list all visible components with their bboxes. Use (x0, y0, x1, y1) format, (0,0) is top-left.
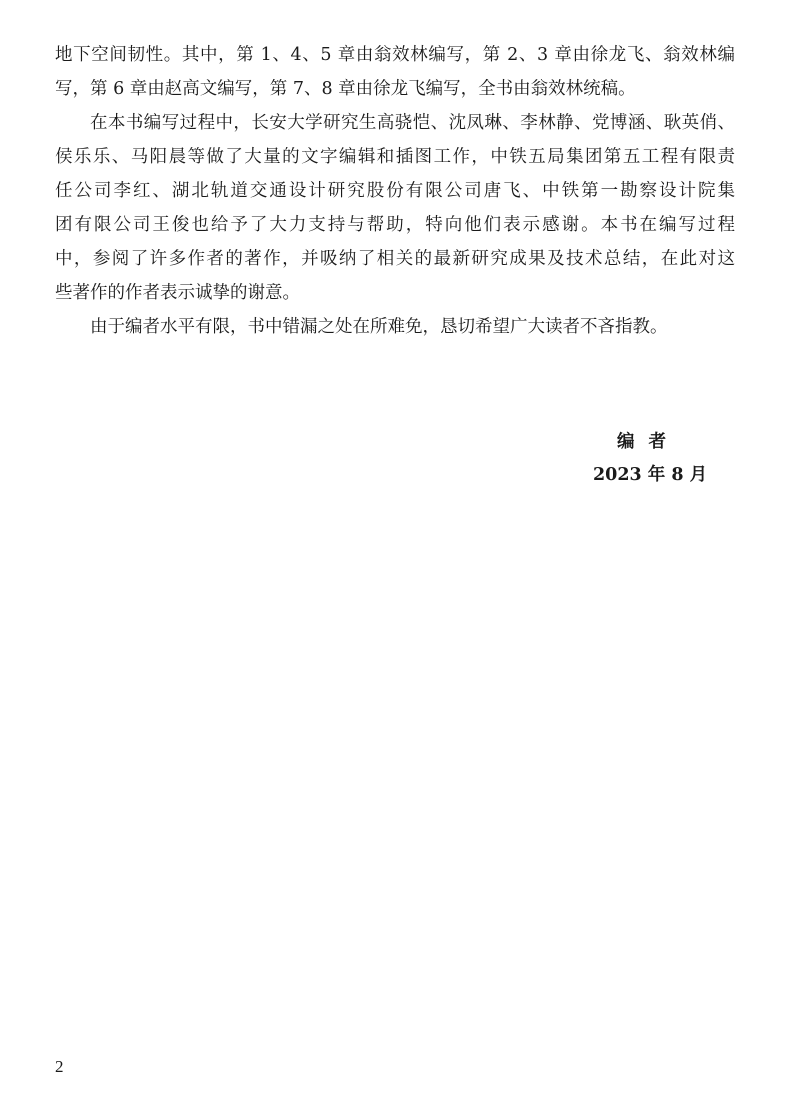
text-line: 由于编者水平有限，书中错漏之处在所难免，恳切希望广大读者不吝指教。 (90, 317, 668, 337)
text-line: 地下空间韧性。其中，第 1、4、5 章由翁效林编写，第 2、3 章由徐龙飞、翁效林编 (55, 45, 735, 65)
page-number: 2 (55, 1057, 64, 1076)
text-line: 在本书编写过程中，长安大学研究生高骁恺、沈凤琳、李林静、党博涵、耿英俏、 (90, 113, 735, 133)
text-line: 些著作的作者表示诚挚的谢意。 (55, 283, 300, 303)
author-signature: 编者 (617, 432, 680, 452)
preface-body (55, 38, 735, 344)
text-line: 侯乐乐、马阳晨等做了大量的文字编辑和插图工作，中铁五局集团第五工程有限责 (55, 147, 735, 167)
text-line: 中，参阅了许多作者的著作，并吸纳了相关的最新研究成果及技术总结，在此对这 (55, 249, 735, 269)
text-line: 团有限公司王俊也给予了大力支持与帮助，特向他们表示感谢。本书在编写过程 (55, 215, 735, 235)
signature-date: 2023 年 8 月 (593, 465, 708, 485)
text-line: 任公司李红、湖北轨道交通设计研究股份有限公司唐飞、中铁第一勘察设计院集 (55, 181, 735, 201)
text-line: 写，第 6 章由赵高文编写，第 7、8 章由徐龙飞编写，全书由翁效林统稿。 (55, 79, 636, 99)
